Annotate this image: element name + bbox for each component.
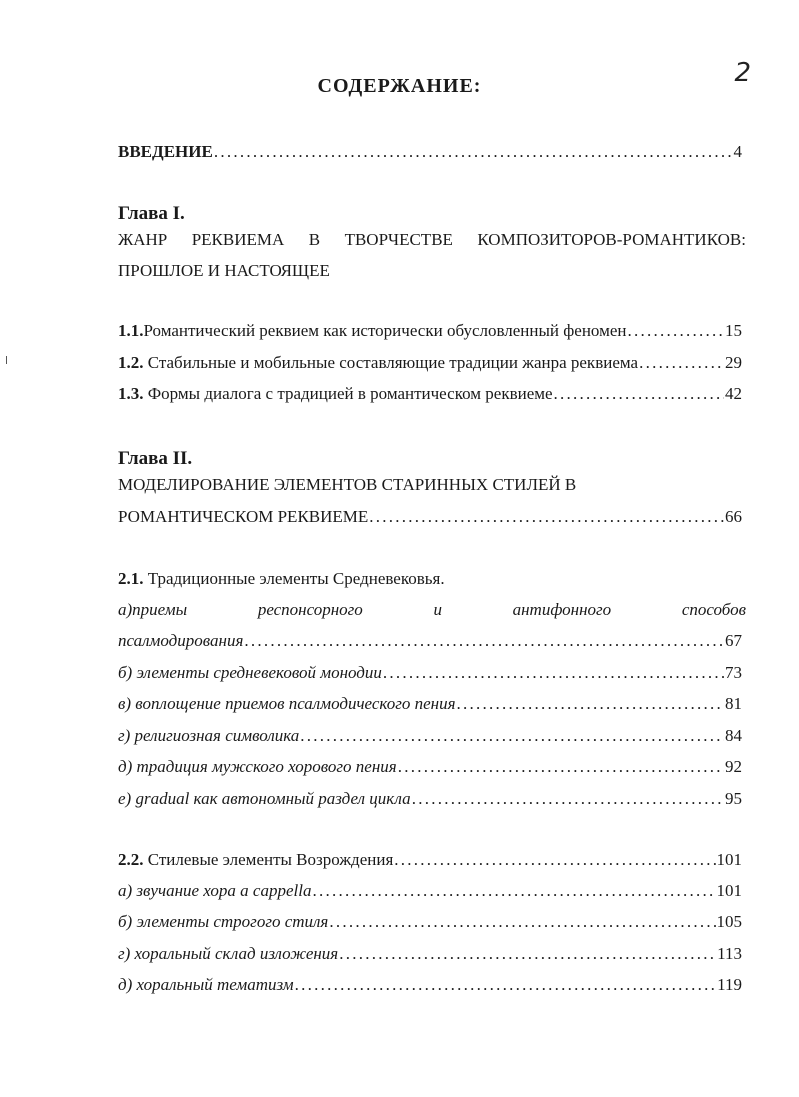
item-page: 84 [725, 726, 742, 745]
toc-item [118, 725, 742, 747]
section-number: 1.1. [118, 321, 144, 340]
word: ЖАНР [118, 230, 168, 249]
handwritten-page-number: 2 [734, 58, 751, 88]
item-page: 67 [725, 631, 742, 650]
section-page: 42 [725, 384, 742, 403]
page-title: СОДЕРЖАНИЕ: [317, 75, 482, 97]
chapter2-page: 66 [725, 507, 742, 526]
chapter2-title-text: РОМАНТИЧЕСКОМ РЕКВИЕМЕ [118, 507, 369, 526]
item-page: 95 [725, 789, 742, 808]
item-text: а) звучание хора a cappella [118, 881, 312, 900]
toc-item [118, 974, 742, 996]
toc-section-2-2 [118, 849, 742, 871]
word: а)приемы [118, 600, 188, 619]
section-number: 1.2. [118, 353, 144, 372]
toc-item [118, 756, 742, 778]
section-title: Традиционные элементы Средневековья. [143, 569, 445, 588]
leader-dots [628, 320, 724, 342]
chapter1-heading: Глава I. [118, 203, 185, 224]
leader-dots [295, 974, 717, 996]
leader-dots [312, 880, 715, 902]
leader-dots [300, 725, 724, 747]
toc-section-1-2 [118, 352, 742, 374]
section-title: Стабильные и мобильные составляющие традиции жанра реквиема [143, 353, 639, 372]
item-a-line2 [118, 630, 742, 652]
section-number: 2.2. [118, 850, 144, 869]
word: респонсорного [257, 600, 363, 619]
section-title: Стилевые элементы Возрождения [143, 850, 394, 869]
toc-item [118, 880, 742, 902]
chapter2-title-line2 [118, 506, 742, 528]
item-text: г) религиозная символика [118, 726, 300, 745]
toc-item [118, 788, 742, 810]
leader-dots [369, 506, 724, 528]
chapter2-heading: Глава II. [118, 448, 193, 469]
chapter2-title-line1: МОДЕЛИРОВАНИЕ ЭЛЕМЕНТОВ СТАРИННЫХ СТИЛЕЙ В [118, 475, 577, 494]
chapter1-title-line2: ПРОШЛОЕ И НАСТОЯЩЕЕ [118, 261, 330, 280]
section-title: Формы диалога с традицией в романтическом реквиеме [143, 384, 553, 403]
item-text: б) элементы средневековой монодии [118, 663, 382, 682]
word: КОМПОЗИТОРОВ-РОМАНТИКОВ: [477, 230, 746, 249]
word: антифонного [512, 600, 612, 619]
toc-intro-page: 4 [733, 142, 742, 161]
section-title: Романтический реквием как исторически обусловленный феномен [143, 321, 627, 340]
toc-intro [118, 141, 742, 163]
leader-dots [639, 352, 724, 374]
item-page: 81 [725, 694, 742, 713]
toc-item [118, 662, 742, 684]
toc-item [118, 693, 742, 715]
item-text: в) воплощение приемов псалмодического пения [118, 694, 456, 713]
section-number: 2.1. [118, 569, 144, 588]
word: В [308, 230, 321, 249]
leader-dots [554, 383, 724, 405]
toc-section-1-1 [118, 320, 742, 342]
item-page: 101 [716, 881, 742, 900]
item-page: 113 [717, 944, 742, 963]
leader-dots [214, 141, 733, 163]
chapter1-title-line1 [118, 229, 746, 251]
leader-dots [412, 788, 724, 810]
word: способов [681, 600, 746, 619]
section-page: 101 [716, 850, 742, 869]
item-text: б) элементы строгого стиля [118, 912, 329, 931]
item-text: е) gradual как автономный раздел цикла [118, 789, 411, 808]
item-a-line1 [118, 599, 746, 621]
leader-dots [398, 756, 724, 778]
section-page: 29 [725, 353, 742, 372]
toc-section-1-3 [118, 383, 742, 405]
section-number: 1.3. [118, 384, 144, 403]
toc-item [118, 943, 742, 965]
word: РЕКВИЕМА [191, 230, 285, 249]
item-text: псалмодирования [118, 631, 244, 650]
item-page: 105 [716, 912, 742, 931]
word: и [433, 600, 442, 619]
item-page: 92 [725, 757, 742, 776]
leader-dots [457, 693, 725, 715]
item-text: д) традиция мужского хорового пения [118, 757, 397, 776]
toc-intro-label: ВВЕДЕНИЕ [118, 142, 213, 161]
leader-dots [383, 662, 724, 684]
section-2-1-heading [118, 568, 445, 590]
item-page: 119 [717, 975, 742, 994]
leader-dots [329, 911, 715, 933]
section-page: 15 [725, 321, 742, 340]
leader-dots [339, 943, 716, 965]
margin-mark [6, 356, 7, 364]
leader-dots [244, 630, 724, 652]
toc-item [118, 911, 742, 933]
leader-dots [394, 849, 715, 871]
item-page: 73 [725, 663, 742, 682]
item-text: г) хоральный склад изложения [118, 944, 339, 963]
item-text: д) хоральный тематизм [118, 975, 294, 994]
word: ТВОРЧЕСТВЕ [344, 230, 453, 249]
